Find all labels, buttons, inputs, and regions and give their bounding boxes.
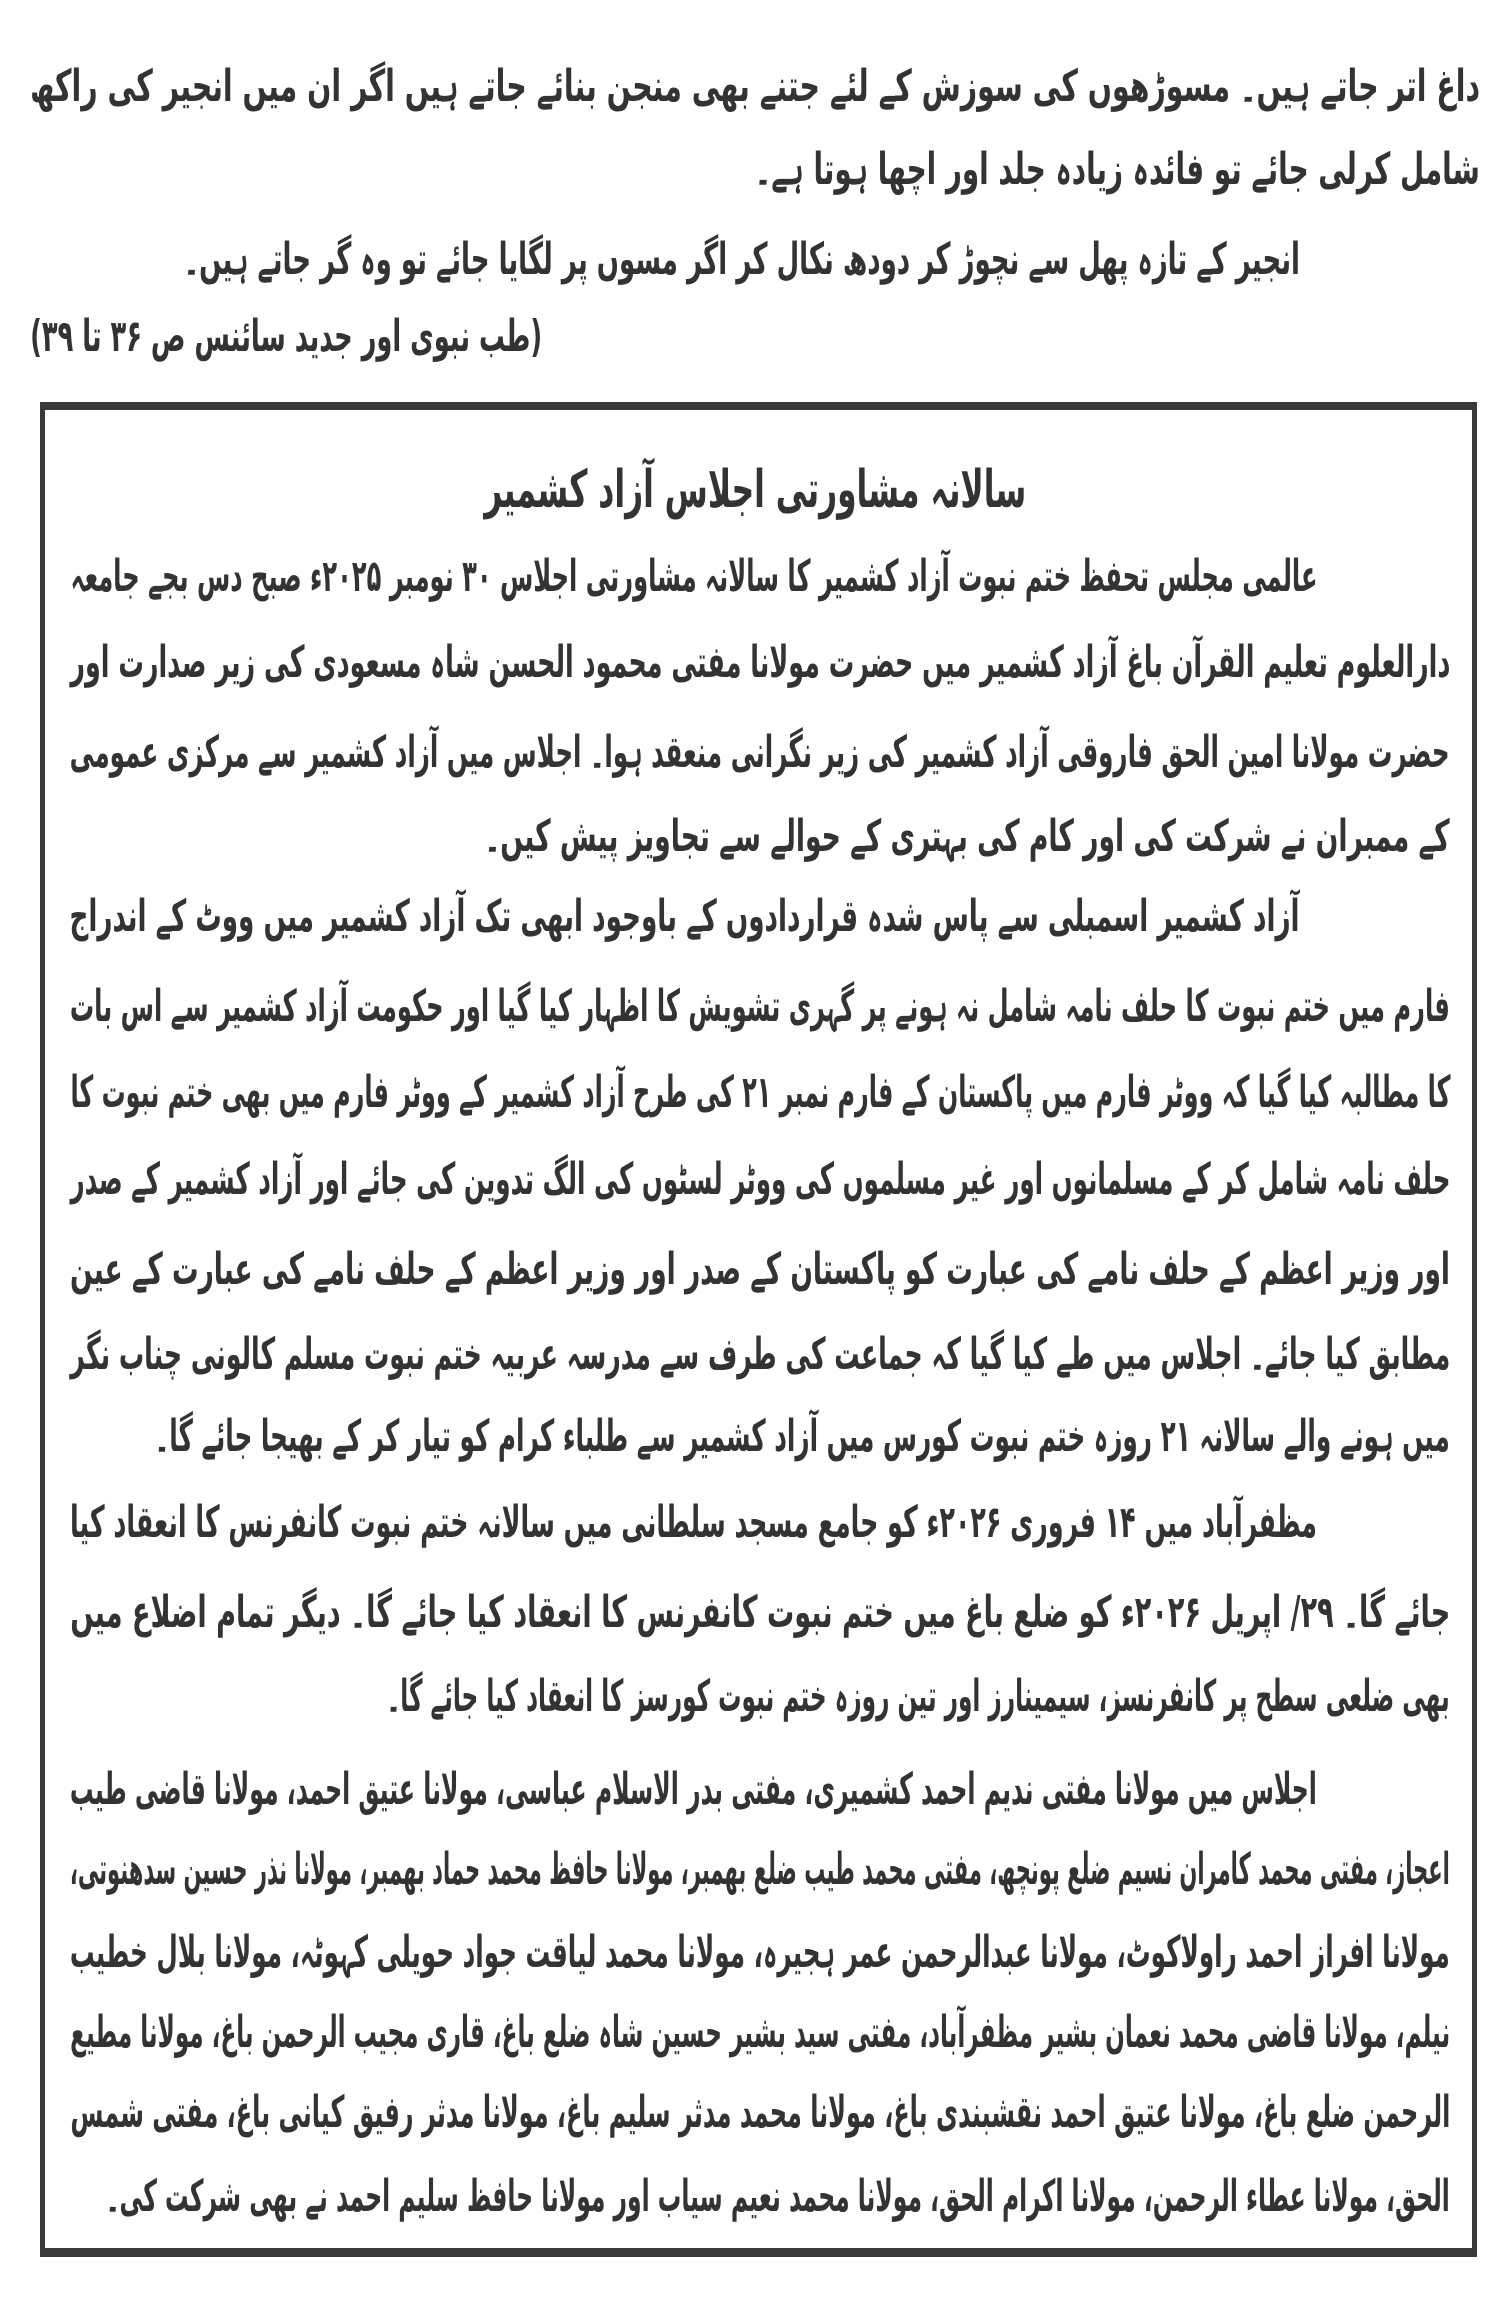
- article-line-text: حضرت مولانا امین الحق فاروقی آزاد کشمیر کی زیر نگرانی منعقد ہوا۔ اجلاس میں آزاد کشمیر سے مرکزی عمومی: [70, 727, 1450, 778]
- article-line-text: الرحمن ضلع باغ، مولانا عتیق احمد نقشبندی باغ، مولانا محمد مدثر سلیم باغ، مولانا مدثر رفیق کیانی باغ، مفتی شمس: [70, 2087, 1450, 2138]
- article-line: [70, 713, 1450, 793]
- article-line-text: کے ممبران نے شرکت کی اور کام کی بہتری کے حوالے سے تجاویز پیش کیں۔: [485, 811, 1450, 862]
- article-line: [70, 1830, 1450, 1910]
- article-line: [387, 1657, 1450, 1737]
- article-line: [70, 1573, 1450, 1653]
- article-line-text: بھی ضلعی سطح پر کانفرنسز، سیمینارز اور تین روزہ ختم نبوت کورسز کا انعقاد کیا جائے گا۔: [387, 1671, 1450, 1722]
- article-line: [70, 1230, 1450, 1310]
- article-line-text: جائے گا۔ ۲۹/ اپریل ۲۰۲۶ء کو ضلع باغ میں ختم نبوت کانفرنس کا انعقاد کیا جائے گا۔ دیگر تمام اضلاع میں: [69, 1587, 1450, 1638]
- article-line: [70, 1750, 1317, 1830]
- article-title-text: سالانہ مشاورتی اجلاس آزاد کشمیر: [484, 460, 1026, 520]
- article-line: [70, 623, 1450, 703]
- article-line: [106, 2157, 1450, 2237]
- article-line: [70, 1053, 1450, 1133]
- article-line: [70, 967, 1450, 1047]
- article-line: [70, 2073, 1450, 2153]
- article-line: [70, 1140, 1450, 1220]
- article-line-text: نیلم، مولانا قاضی محمد نعمان بشیر مظفرآباد، مفتی سید بشیر حسین شاہ ضلع باغ، قاری مجیب الرحمن باغ، مولانا مطیع: [70, 2007, 1450, 2058]
- citation: [30, 297, 542, 377]
- article-line: [70, 1913, 1450, 1993]
- article-line-text: میں ہونے والے سالانہ ۲۱ روزہ ختم نبوت کورس میں آزاد کشمیر سے طلباء کرام کو تیار کر کے بھیجا جائے گا۔: [154, 1411, 1450, 1462]
- article-line: [155, 1397, 1450, 1477]
- intro-line-text: شامل کرلی جائے تو فائدہ زیادہ جلد اور اچھا ہوتا ہے۔: [755, 144, 1480, 195]
- article-line: [70, 1315, 1450, 1395]
- article-line: [70, 877, 1300, 957]
- article-line-text: حلف نامہ شامل کر کے مسلمانوں اور غیر مسلموں کی ووٹر لسٹوں کی الگ تدوین کی جائے اور آزاد کشمیر کے صدر: [70, 1154, 1450, 1205]
- article-line: [70, 1483, 1317, 1563]
- article-line-text: دارالعلوم تعلیم القرآن باغ آزاد کشمیر میں حضرت مولانا مفتی محمود الحسن شاہ مسعودی کی زیر صدارت اور: [70, 637, 1450, 688]
- citation-text: (طب نبوی اور جدید سائنس ص ۳۶ تا ۳۹): [30, 311, 542, 362]
- intro-line: [184, 220, 1300, 300]
- intro-line-text: انجیر کے تازہ پھل سے نچوڑ کر دودھ نکال کر اگر مسوں پر لگایا جائے تو وہ گر جاتے ہیں۔: [184, 234, 1300, 285]
- article-line-text: مظفرآباد میں ۱۴ فروری ۲۰۲۶ء کو جامع مسجد سلطانی میں سالانہ ختم نبوت کانفرنس کا انعقاد کیا: [70, 1497, 1317, 1548]
- intro-line: [755, 130, 1480, 210]
- article-line-text: اور وزیر اعظم کے حلف نامے کی عبارت کو پاکستان کے صدر اور وزیر اعظم کے حلف نامے کی عبارت کے عین: [70, 1244, 1450, 1295]
- article-line-text: اجلاس میں مولانا مفتی ندیم احمد کشمیری، مفتی بدر الاسلام عباسی، مولانا عتیق احمد، مولانا قاضی طیب: [70, 1764, 1317, 1815]
- article-title: [484, 450, 1026, 530]
- article-line: [485, 797, 1450, 877]
- article-line: [70, 1993, 1450, 2073]
- article-line-text: کا مطالبہ کیا گیا کہ ووٹر فارم میں پاکستان کے فارم نمبر ۲۱ کی طرح آزاد کشمیر کے ووٹر فارم میں بھی ختم نبوت کا: [70, 1067, 1450, 1118]
- intro-line-text: داغ اتر جاتے ہیں۔ مسوڑھوں کی سوزش کے لئے جتنے بھی منجن بنائے جاتے ہیں اگر ان میں انجیر کی راکھ: [30, 61, 1480, 112]
- article-line-text: عالمی مجلس تحفظ ختم نبوت آزاد کشمیر کا سالانہ مشاورتی اجلاس ۳۰ نومبر ۲۰۲۵ء صبح دس بجے جامعہ: [70, 551, 1318, 602]
- article-line: [70, 537, 1317, 617]
- article-line-text: مولانا افراز احمد راولاکوٹ، مولانا عبدالرحمن عمر ہجیرہ، مولانا محمد لیاقت جواد حویلی کہوٹہ، مولانا بلال خطیب: [70, 1927, 1450, 1978]
- article-line-text: مطابق کیا جائے۔ اجلاس میں طے کیا گیا کہ جماعت کی طرف سے مدرسہ عربیہ ختم نبوت مسلم کالونی چناب نگر: [69, 1329, 1450, 1380]
- article-line-text: الحق، مولانا عطاء الرحمن، مولانا اکرام الحق، مولانا محمد نعیم سیاب اور مولانا حافظ سلیم احمد نے بھی شرکت کی۔: [106, 2171, 1450, 2222]
- article-line-text: آزاد کشمیر اسمبلی سے پاس شدہ قراردادوں کے باوجود ابھی تک آزاد کشمیر میں ووٹ کے اندراج: [70, 891, 1300, 942]
- article-line-text: فارم میں ختم نبوت کا حلف نامہ شامل نہ ہونے پر گہری تشویش کا اظہار کیا گیا اور حکومت آزاد کشمیر سے اس بات: [70, 981, 1450, 1032]
- intro-line: [30, 47, 1480, 127]
- article-line-text: اعجاز، مفتی محمد کامران نسیم ضلع پونچھ، مفتی محمد طیب ضلع بھمبر، مولانا حافظ محمد حماد بھمبر، مولانا نذر حسین سدھنوتی،: [70, 1844, 1450, 1895]
